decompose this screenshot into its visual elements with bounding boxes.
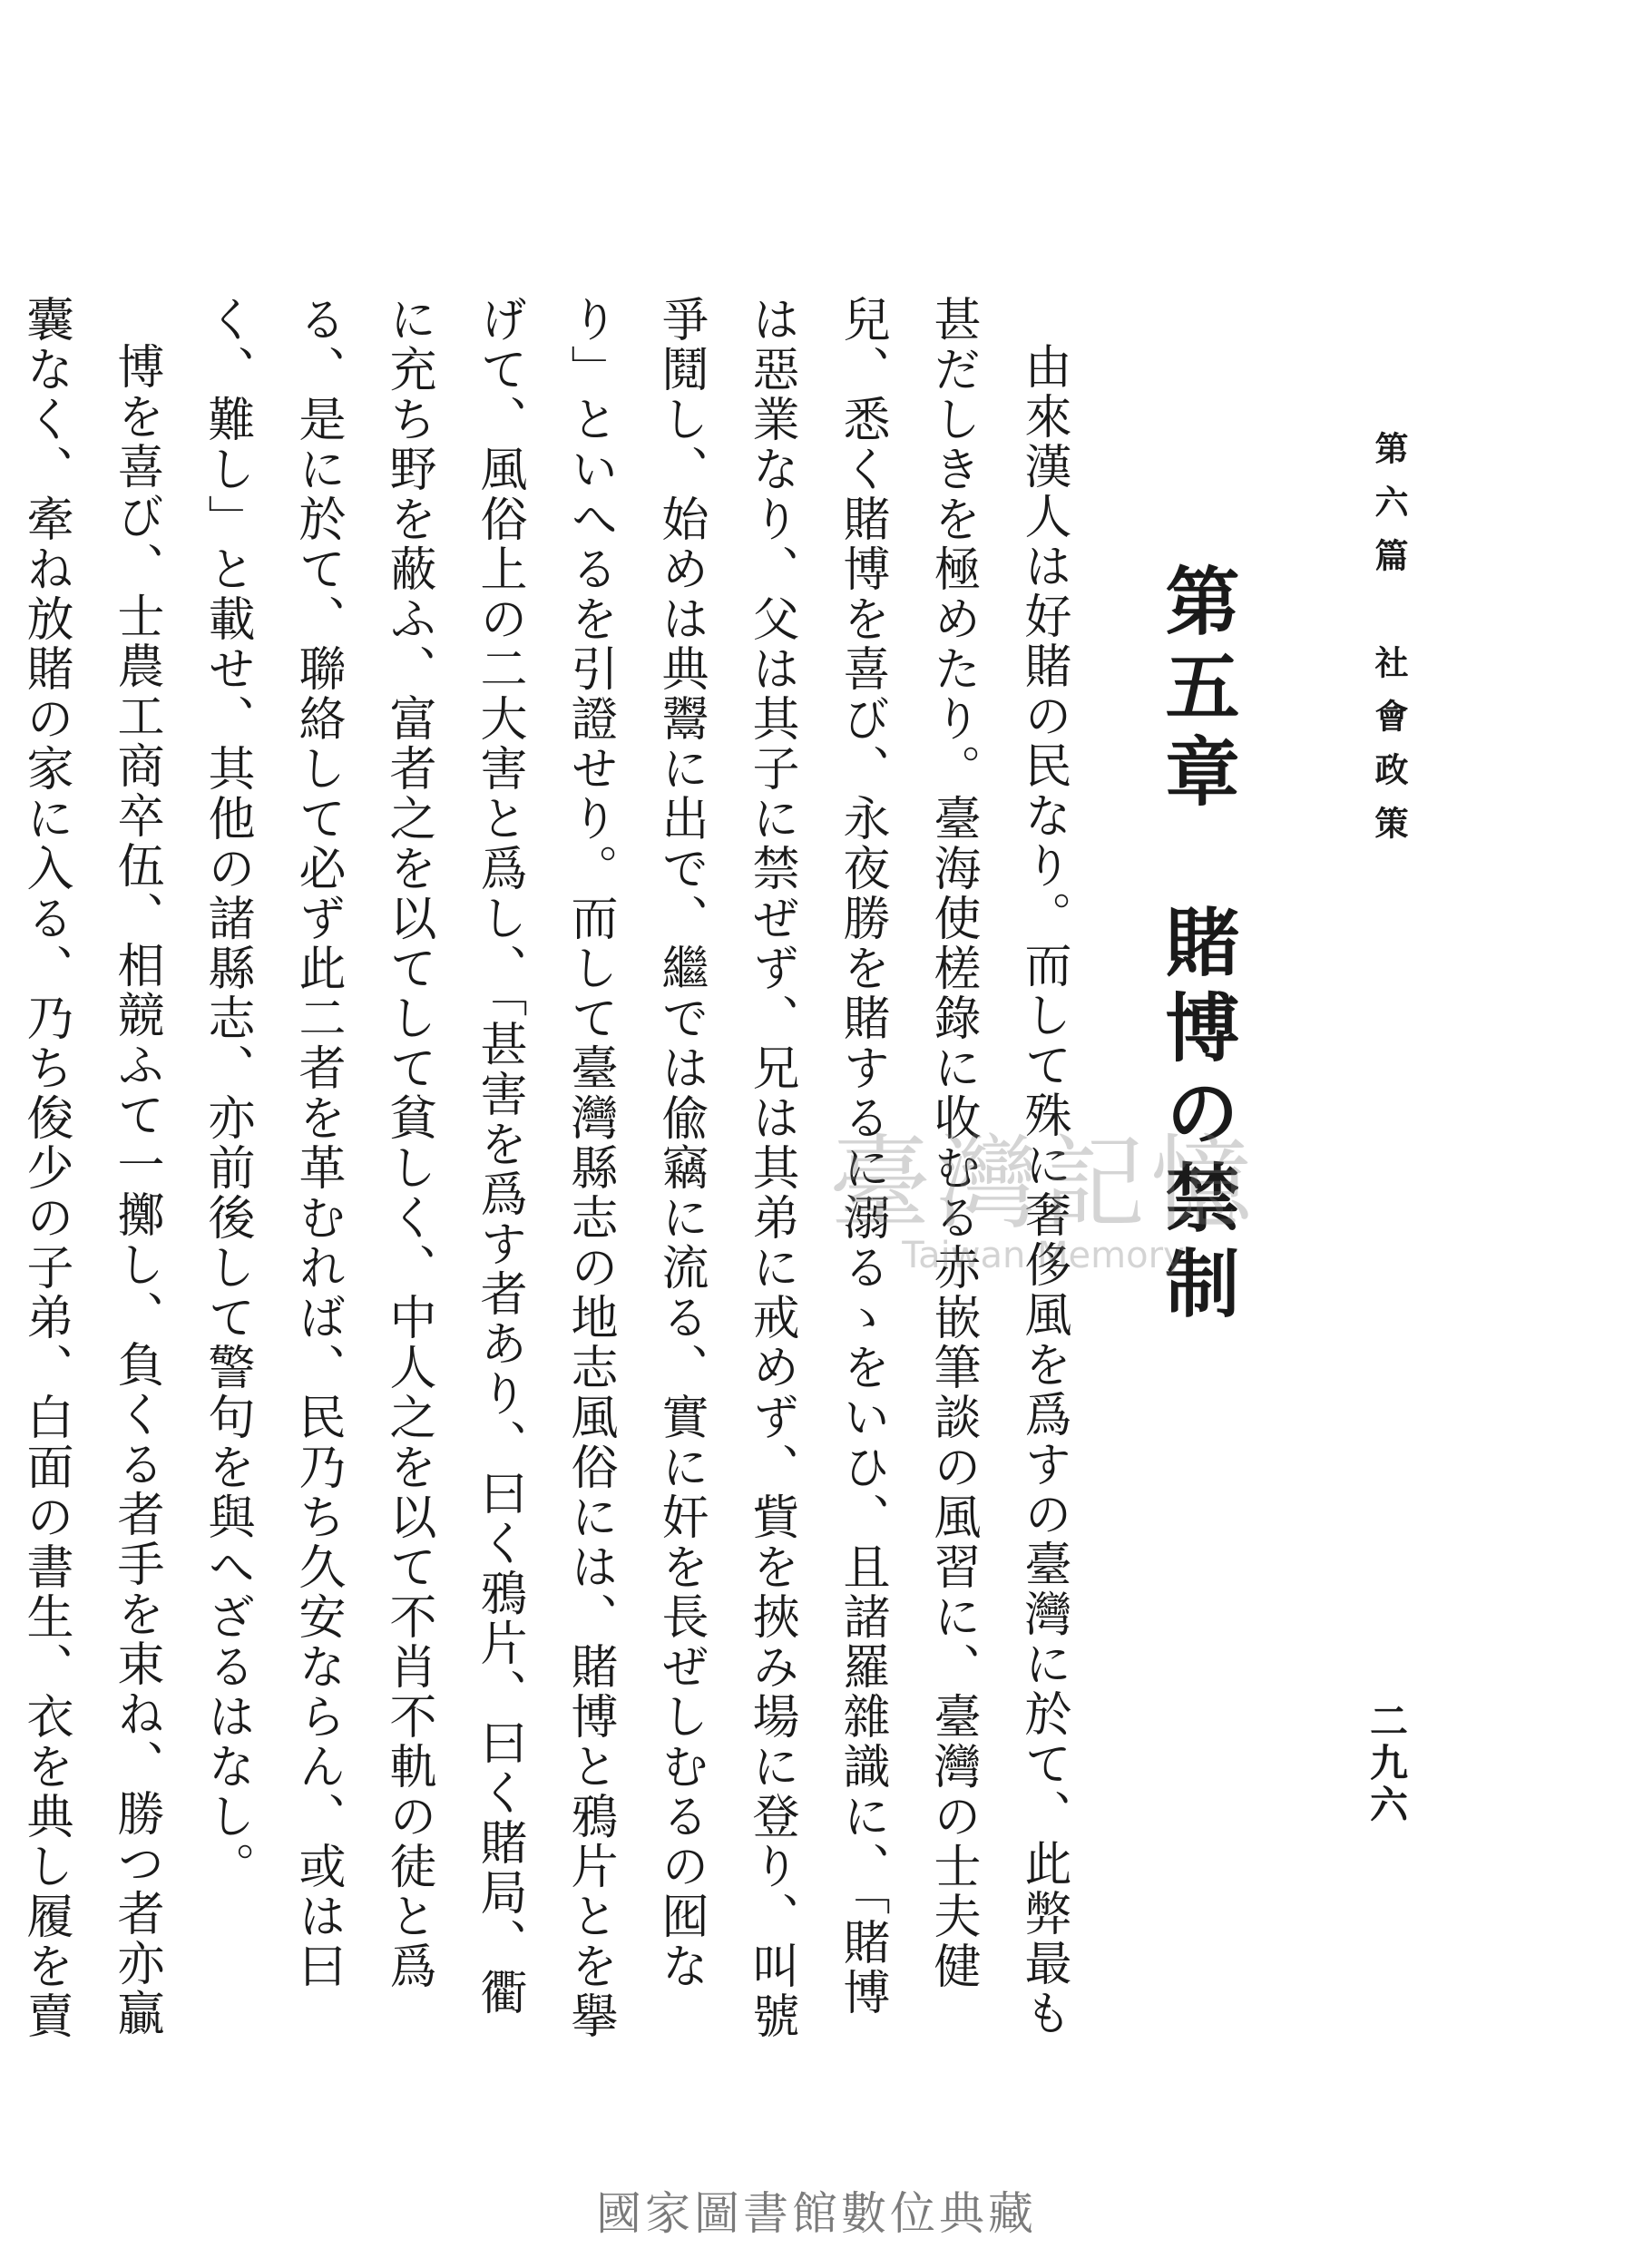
- body-text: [18, 295, 1089, 2064]
- page-number: 二九六: [1364, 1701, 1409, 1826]
- running-header: 第六篇 社會政策: [1369, 431, 1409, 859]
- body-paragraph-1: 由來漢人は好賭の民なり。而して殊に奢侈風を爲すの臺灣に於て、此弊最も甚だしきを極めたり。臺海使槎錄に收むる赤嵌筆談の風習に、臺灣の士夫健兒、悉く賭博を喜び、永夜勝を賭するに溺るゝをいひ、且諸羅雜識に、「賭博は惡業なり、父は其子に禁ぜず、兄は其弟に戒めず、貲を挾み場に登り、叫號爭鬩し、始めは典鬻に出で、繼では偸竊に流る、實に奸を長ぜしむるの囮なり」といへるを引證せり。而して臺灣縣志の地志風俗には、賭博と鴉片とを擧げて、風俗上の二大害と爲し、「甚害を爲す者あり、曰く鴉片、曰く賭局、衢に充ち野を蔽ふ、富者之を以てして貧しく、中人之を以て不肖不軌の徒と爲る、是に於て、聯絡して必ず此二者を革むれば、民乃ち久安ならん、或は曰く、難し」と載せ、其他の諸縣志、亦前後して警句を與へざるはなし。: [200, 295, 1071, 2041]
- chapter-title: 第五章 賭博の禁制: [1153, 562, 1240, 1330]
- body-paragraph-2: 博を喜び、士農工商卒伍、相競ふて一擲し、負くる者手を束ね、勝つ者亦贏囊なく、牽ね放賭の家に入る、乃ち俊少の子弟、白面の書生、衣を典し履を賣: [18, 295, 163, 2041]
- watermark-main-text: 臺灣記憶: [829, 1125, 1257, 1243]
- watermark-sub-text: Taiwan Memory: [902, 1235, 1185, 1276]
- footer-credit: 國家圖書館數位典藏: [596, 2187, 1037, 2240]
